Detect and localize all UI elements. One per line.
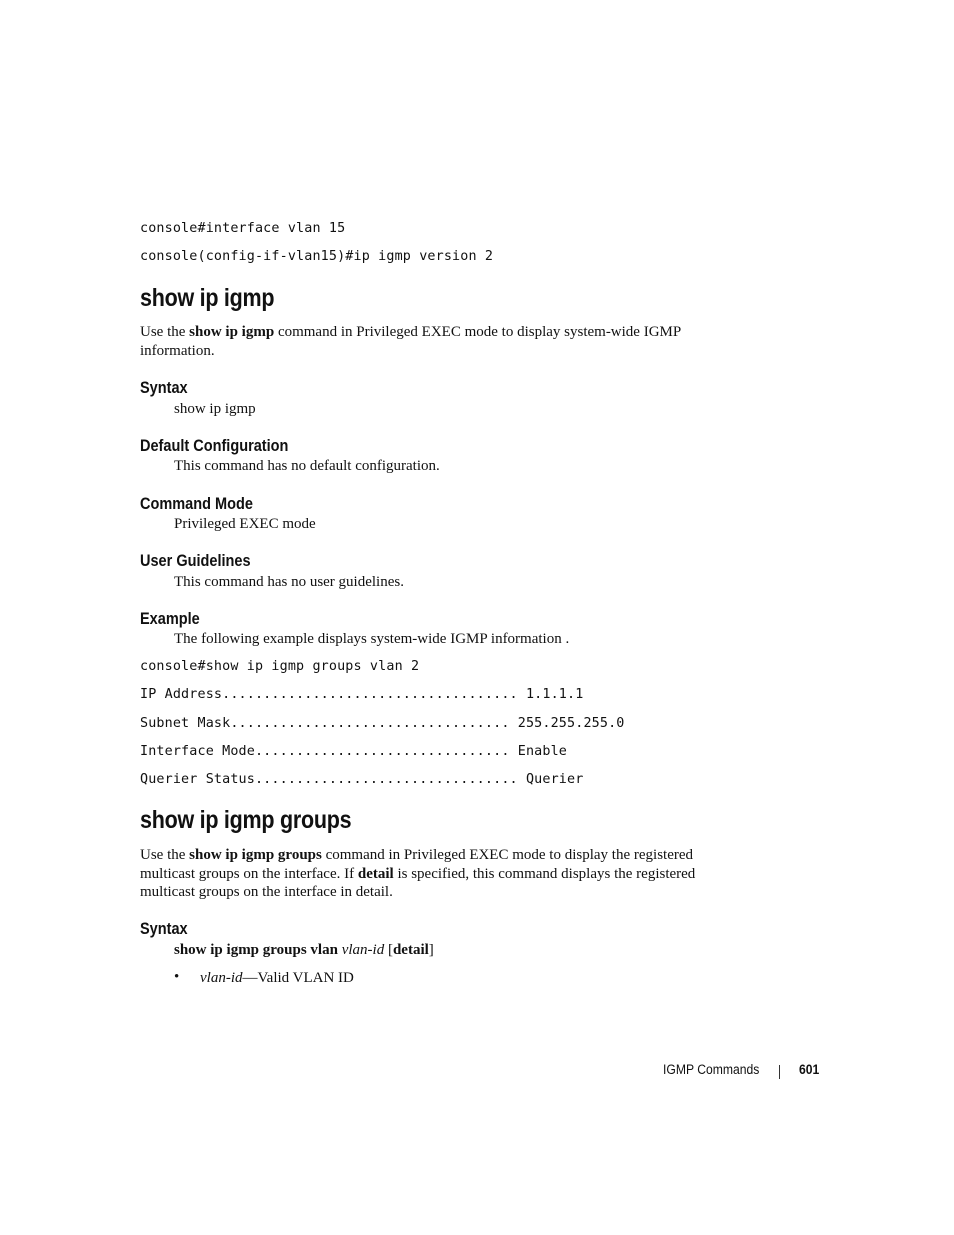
section-title: show ip igmp groups xyxy=(140,806,352,834)
code-line: console(config-if-vlan15)#ip igmp version 2 xyxy=(140,249,494,264)
page-number: 601 xyxy=(799,1062,820,1077)
syntax-text: show ip igmp xyxy=(174,401,256,417)
default-config-heading: Default Configuration xyxy=(140,437,289,455)
syntax-heading: Syntax xyxy=(140,920,188,938)
example-heading: Example xyxy=(140,610,200,628)
default-config-text: This command has no default configuration. xyxy=(174,458,440,474)
user-guidelines-heading: User Guidelines xyxy=(140,552,251,570)
example-code-line: IP Address.................................... 1.1.1.1 xyxy=(140,687,584,702)
bullet-marker: • xyxy=(174,969,180,985)
footer-divider xyxy=(779,1065,780,1079)
example-code-line: Subnet Mask.................................. 255.255.255.0 xyxy=(140,716,625,731)
section-description: Use the show ip igmp groups command in Privileged EXEC mode to display the registered multicast groups on the interface. If detail is specified, this command displays the registered multicast groups on the interface in detail. xyxy=(140,847,696,900)
bullet-item: vlan-id—Valid VLAN ID xyxy=(200,970,354,986)
code-line: console#interface vlan 15 xyxy=(140,221,346,236)
footer-section-name: IGMP Commands xyxy=(663,1062,760,1077)
section-title: show ip igmp xyxy=(140,284,275,312)
example-code-line: Interface Mode............................... Enable xyxy=(140,744,568,759)
command-name: show ip igmp groups xyxy=(189,847,322,863)
keyword: detail xyxy=(357,865,394,882)
syntax-heading: Syntax xyxy=(140,379,188,397)
section-description: Use the show ip igmp command in Privileged EXEC mode to display system-wide IGMP information. xyxy=(140,324,682,359)
command-name: show ip igmp xyxy=(189,324,275,340)
command-mode-text: Privileged EXEC mode xyxy=(174,516,316,532)
user-guidelines-text: This command has no user guidelines. xyxy=(174,574,404,590)
syntax-text: show ip igmp groups vlan vlan-id [detail] xyxy=(174,942,434,958)
example-code-line: Querier Status................................ Querier xyxy=(140,772,584,787)
example-text: The following example displays system-wide IGMP information . xyxy=(174,631,570,647)
command-mode-heading: Command Mode xyxy=(140,495,253,513)
example-code-line: console#show ip igmp groups vlan 2 xyxy=(140,659,420,674)
